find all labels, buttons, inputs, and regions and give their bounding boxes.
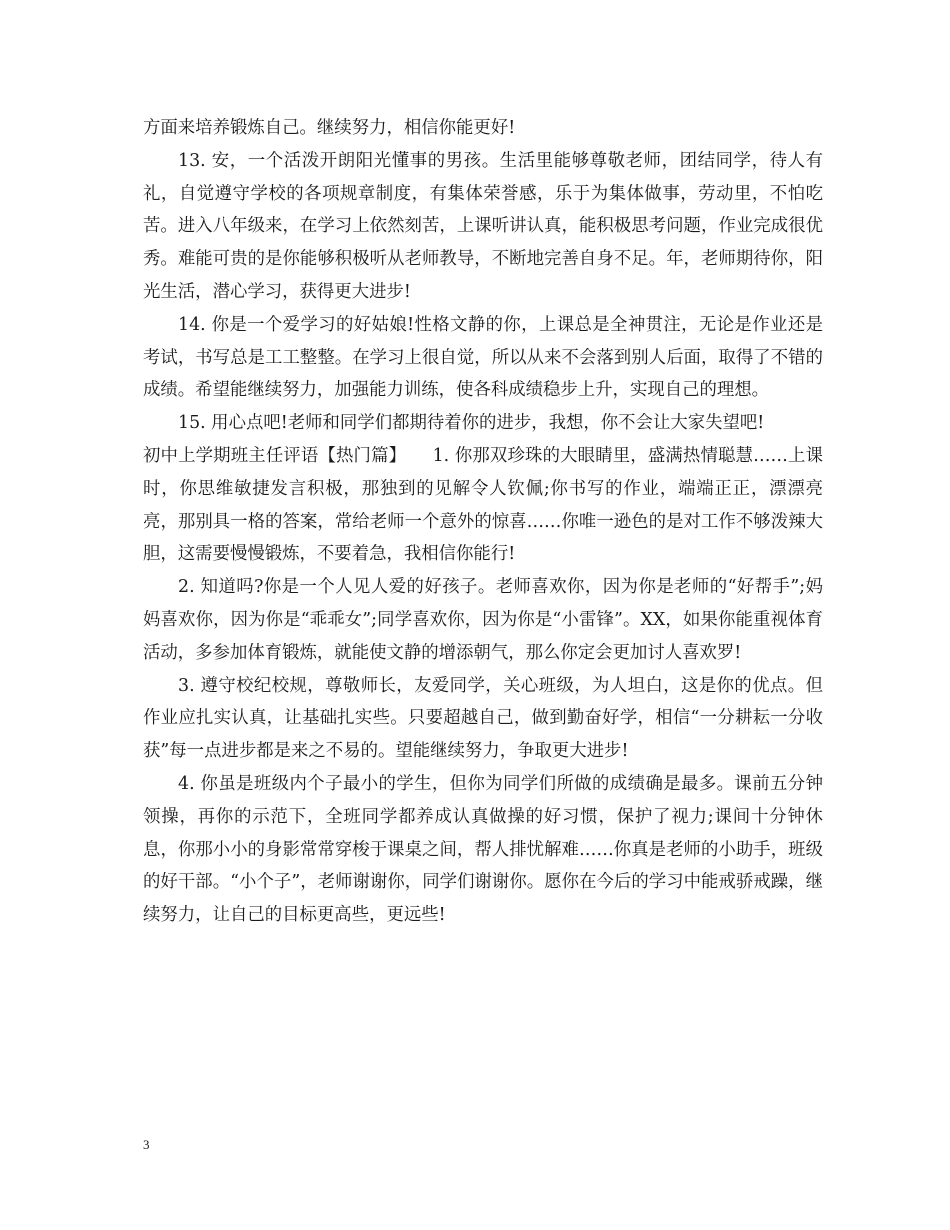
paragraph-continuation: 方面来培养锻炼自己。继续努力，相信你能更好! [143,118,516,138]
paragraph-comment-13: 13. 安，一个活泼开朗阳光懂事的男孩。生活里能够尊敬老师，团结同学，待人有礼，自觉遵守学校的各项规章制度，有集体荣誉感，乐于为集体做事，劳动里，不怕吃苦。进入八年级来，在学习上依然刻苦，上课听讲认真，能积极思考问题，作业完成很优秀。难能可贵的是你能够积极听从老师教导，不断地完善自身不足。年，老师期待你，阳光生活，潜心学习，获得更大进步! [143,150,823,302]
paragraph-comment-15: 15. 用心点吧!老师和同学们都期待着你的进步，我想，你不会让大家失望吧! [178,413,765,434]
paragraph-comment-14: 14. 你是一个爱学习的好姑娘!性格文静的你，上课总是全神贯注，无论是作业还是考试，书写总是工工整整。在学习上很自觉，所以从来不会落到别人后面，取得了不错的成绩。希望能继续努力，加强能力训练，使各科成绩稳步上升，实现自己的理想。 [143,314,823,401]
paragraph-comment-2: 2. 知道吗?你是一个人见人爱的好孩子。老师喜欢你，因为你是老师的“好帮手”;妈妈喜欢你，因为你是“乖乖女”;同学喜欢你，因为你是“小雷锋”。XX，如果你能重视体育活动，多参加体育锻炼，就能使文静的增添朝气，那么你定会更加讨人喜欢罗! [143,577,823,663]
paragraph-comment-4: 4. 你虽是班级内个子最小的学生，但你为同学们所做的成绩确是最多。课前五分钟领操，再你的示范下，全班同学都养成认真做操的好习惯，保护了视力;课间十分钟休息，你那小小的身影常常穿梭于课桌之间，帮人排忧解难……你真是老师的小助手，班级的好干部。“小个子”，老师谢谢你，同学们谢谢你。愿你在今后的学习中能戒骄戒躁，继续努力，让自己的目标更高些，更远些! [143,773,823,926]
paragraph-comment-3: 3. 遵守校纪校规，尊敬师长，友爱同学，关心班级，为人坦白，这是你的优点。但作业应扎实认真，让基础扎实些。只要超越自己，做到勤奋好学，相信“一分耕耘一分收获”每一点进步都是来之不易的。望能继续努力，争取更大进步! [143,675,823,762]
paragraph-section-heading-comment-1: 初中上学期班主任评语【热门篇】 1. 你那双珍珠的大眼睛里，盛满热情聪慧……上课时，你思维敏捷发言积极，那独到的见解令人钦佩;你书写的作业，端端正正，漂漂亮亮，那别具一格的答案，常给老师一个意外的惊喜……你唯一逊色的是对工作不够泼辣大胆，这需要慢慢锻炼，不要着急，我相信你能行! [143,445,823,565]
document-body [143,112,823,932]
page-number: 3 [143,1137,150,1152]
